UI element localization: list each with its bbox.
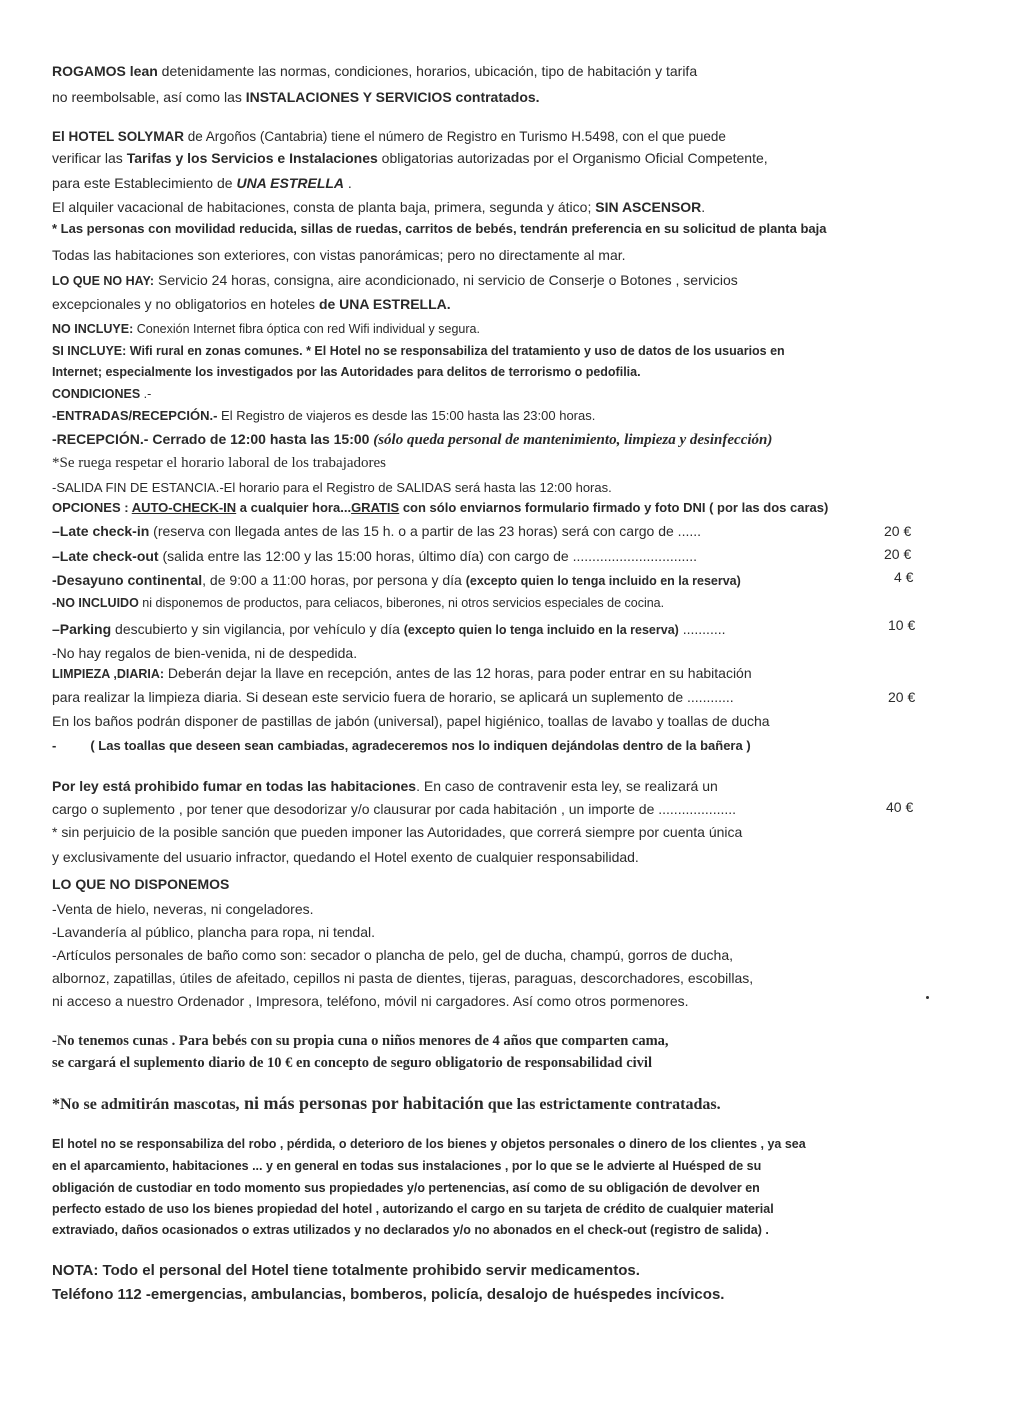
no-incluye-line xyxy=(52,319,480,339)
label-desayuno: -Desayuno continental xyxy=(52,572,203,588)
label-entradas: -ENTRADAS/RECEPCIÓN.- xyxy=(52,408,218,423)
intro-line-2 xyxy=(52,87,540,107)
text-span: Servicio 24 horas, consigna, aire acondicionado, ni servicio de Conserje o Botones , servicios xyxy=(154,272,738,288)
label-late-check-out: –Late check-out xyxy=(52,548,159,564)
condiciones-heading xyxy=(52,384,151,404)
text-span: Deberán dejar la llave en recepción, antes de las 12 horas, para poder entrar en su habitación xyxy=(164,665,752,681)
text-span: excepcionales y no obligatorios en hoteles xyxy=(52,296,319,312)
robo-line-3: obligación de custodiar en todo momento sus propiedades y/o pertenencias, así como de su obligación de devolver en xyxy=(52,1181,760,1195)
bold-prohibido-fumar: Por ley está prohibido fumar en todas las habitaciones xyxy=(52,778,417,794)
text-span: ........... xyxy=(678,621,726,637)
stray-dot xyxy=(926,996,929,999)
bold-sin-ascensor: SIN ASCENSOR xyxy=(595,199,702,215)
hotel-name: El HOTEL SOLYMAR xyxy=(52,129,185,144)
parking-price: 10 € xyxy=(888,617,916,633)
recepcion-line xyxy=(52,429,772,450)
text-span: Wifi rural en zonas comunes. * El Hotel no se responsabiliza del tratamiento y uso de datos de los usuarios en xyxy=(126,344,785,358)
text-span: ni disponemos de productos, para celiacos, biberones, ni otros servicios especiales de cocina. xyxy=(138,596,665,610)
robo-line-4: perfecto estado de uso los bienes propiedad del hotel , autorizando el cargo en su tarjeta de crédito de cualquier material xyxy=(52,1202,774,1216)
text-span: obligatorias autorizadas por el Organismo Oficial Competente, xyxy=(377,150,768,166)
text-span: . xyxy=(701,199,706,215)
text-span: para este Establecimiento de xyxy=(52,175,237,191)
text-span: . xyxy=(344,175,352,191)
fumar-line-2: cargo o suplemento , por tener que desodorizar y/o clausurar por cada habitación , un importe de .................... xyxy=(52,801,737,817)
text-span: . En caso de contravenir esta ley, se realizará un xyxy=(416,778,718,794)
label-condiciones: CONDICIONES xyxy=(52,387,141,401)
bold-tarifas: Tarifas y los Servicios e Instalaciones xyxy=(126,150,378,166)
fumar-line-4: y exclusivamente del usuario infractor, quedando el Hotel exento de cualquier responsabilidad. xyxy=(52,849,639,865)
label-no-incluido: -NO INCLUIDO xyxy=(52,596,139,610)
late-check-in-price: 20 € xyxy=(884,523,912,539)
label-recepcion: -RECEPCIÓN.- Cerrado de 12:00 hasta las 15:00 xyxy=(52,431,370,447)
no-hay-line-1 xyxy=(52,270,738,291)
text-span: (reserva con llegada antes de las 15 h. o a partir de las 23 horas) será con cargo de ...... xyxy=(149,523,702,539)
hotel-registry-text: de Argoños (Cantabria) tiene el número de Registro en Turismo H.5498, con el que puede xyxy=(184,129,726,144)
mascotas-line xyxy=(52,1093,721,1115)
label-si-incluye: SI INCLUYE: xyxy=(52,344,127,358)
no-disponemos-heading: LO QUE NO DISPONEMOS xyxy=(52,876,230,892)
salida-line: -SALIDA FIN DE ESTANCIA.-El horario para el Registro de SALIDAS será hasta las 12:00 horas. xyxy=(52,480,612,495)
label-late-check-in: –Late check-in xyxy=(52,523,150,539)
si-incluye-line-2: Internet; especialmente los investigados por las Autoridades para delitos de terrorismo o pedofilia. xyxy=(52,365,641,379)
bold-una-estrella: UNA ESTRELLA xyxy=(236,175,345,191)
telefono-line: Teléfono 112 -emergencias, ambulancias, bomberos, policía, desalojo de huéspedes incívicos. xyxy=(52,1286,725,1303)
text-span: Conexión Internet fibra óptica con red Wifi individual y segura. xyxy=(133,322,480,336)
late-check-in-line xyxy=(52,521,701,541)
parking-line xyxy=(52,619,726,640)
intro-text-2: no reembolsable, así como las xyxy=(52,89,246,105)
text-span: .- xyxy=(140,387,152,401)
entradas-line xyxy=(52,406,595,426)
text-span: Todo el personal del Hotel tiene totalmente prohibido servir medicamentos. xyxy=(98,1262,640,1279)
nota-line xyxy=(52,1261,640,1281)
no-disponemos-item-2: -Lavandería al público, plancha para ropa, ni tendal. xyxy=(52,924,375,940)
habitaciones-exteriores: Todas las habitaciones son exteriores, con vistas panorámicas; pero no directamente al mar. xyxy=(52,247,626,263)
no-disponemos-item-5: ni acceso a nuestro Ordenador , Impresora, teléfono, móvil ni cargadores. Así como otros pormenores. xyxy=(52,993,689,1009)
label-nota: NOTA: xyxy=(52,1262,99,1279)
label-parking: –Parking xyxy=(52,621,112,637)
fumar-line-1 xyxy=(52,776,718,796)
regalos-line: -No hay regalos de bien-venida, ni de despedida. xyxy=(52,645,358,661)
text-span: - xyxy=(52,738,57,753)
text-span: (excepto quien lo tenga incluido en la reserva) xyxy=(465,574,741,588)
label-lo-que-no-hay: LO QUE NO HAY: xyxy=(52,274,155,288)
bold-una-estrella-2: de UNA ESTRELLA. xyxy=(318,296,451,312)
robo-line-1: El hotel no se responsabiliza del robo , pérdida, o deterioro de los bienes y objetos personales o dinero de los clientes , ya sea xyxy=(52,1137,806,1151)
fumar-price: 40 € xyxy=(886,799,914,815)
late-check-out-line xyxy=(52,546,697,566)
toallas-line xyxy=(52,736,751,756)
text-span: verificar las xyxy=(52,150,127,166)
text-span: (excepto quien lo tenga incluido en la reserva) xyxy=(403,623,679,637)
movilidad-note: * Las personas con movilidad reducida, sillas de ruedas, carritos de bebés, tendrán preferencia en su solicitud de planta baja xyxy=(52,221,827,236)
text-span: que las estrictamente contratadas. xyxy=(483,1096,721,1113)
respeto-line: *Se ruega respetar el horario laboral de los trabajadores xyxy=(52,455,387,471)
label-opciones: OPCIONES : xyxy=(52,500,132,515)
cunas-line-2: se cargará el suplemento diario de 10 € en concepto de seguro obligatorio de responsabilidad civil xyxy=(52,1055,652,1071)
no-hay-line-2 xyxy=(52,294,451,314)
intro-line-1 xyxy=(52,61,697,81)
text-span: El Registro de viajeros es desde las 15:00 hasta las 23:00 horas. xyxy=(217,408,596,423)
cunas-line-1: -No tenemos cunas . Para bebés con su propia cuna o niños menores de 4 años que comparten cama, xyxy=(52,1033,669,1049)
si-incluye-line xyxy=(52,341,785,361)
fumar-line-3: * sin perjuicio de la posible sanción que pueden imponer las Autoridades, que correrá siempre por cuenta única xyxy=(52,824,743,840)
label-no-incluye: NO INCLUYE: xyxy=(52,322,134,336)
limpieza-line-1 xyxy=(52,663,752,684)
desayuno-price: 4 € xyxy=(894,569,914,585)
recepcion-note: (sólo queda personal de mantenimiento, limpieza y desinfección) xyxy=(369,432,773,448)
intro-bold-instalaciones: INSTALACIONES Y SERVICIOS contratados. xyxy=(245,89,540,105)
desayuno-line xyxy=(52,570,741,591)
no-disponemos-item-4: albornoz, zapatillas, útiles de afeitado, cepillos ni pasta de dientes, tijeras, paraguas, descorchadores, escobillas, xyxy=(52,970,754,986)
robo-line-5: extraviado, daños ocasionados o extras utilizados y no declarados y/o no abonados en el check-out (registro de salida) . xyxy=(52,1223,769,1237)
limpieza-price: 20 € xyxy=(888,689,916,705)
banos-line: En los baños podrán disponer de pastillas de jabón (universal), papel higiénico, toallas de lavabo y toallas de ducha xyxy=(52,713,770,729)
auto-check-in: AUTO-CHECK-IN xyxy=(131,500,237,515)
text-span: a cualquier hora... xyxy=(236,500,352,515)
text-span: El alquiler vacacional de habitaciones, consta de planta baja, primera, segunda y ático; xyxy=(52,199,596,215)
text-span: (salida entre las 12:00 y las 15:00 horas, último día) con cargo de ................................ xyxy=(158,548,698,564)
hotel-line-4 xyxy=(52,197,705,217)
opciones-line xyxy=(52,498,828,518)
label-limpieza: LIMPIEZA ,DIARIA: xyxy=(52,667,165,681)
no-disponemos-item-1: -Venta de hielo, neveras, ni congeladores. xyxy=(52,901,314,917)
text-span: *No se admitirán mascotas, xyxy=(52,1096,240,1113)
intro-bold-rogamos: ROGAMOS lean xyxy=(52,63,158,79)
no-incluido-line xyxy=(52,593,664,613)
text-span: con sólo enviarnos formulario firmado y foto DNI ( por las dos caras) xyxy=(399,500,829,515)
limpieza-line-2: para realizar la limpieza diaria. Si desean este servicio fuera de horario, se aplicará un suplemento de ............ xyxy=(52,689,734,705)
gratis: GRATIS xyxy=(351,500,400,515)
no-disponemos-item-3: -Artículos personales de baño como son: secador o plancha de pelo, gel de ducha, champú, gorros de ducha, xyxy=(52,947,733,963)
hotel-line-1 xyxy=(52,127,726,147)
text-span: ni más personas por habitación xyxy=(239,1093,484,1113)
text-span: ( Las toallas que deseen sean cambiadas, agradeceremos nos lo indiquen dejándolas dentro de la bañera ) xyxy=(90,738,751,753)
hotel-line-3 xyxy=(52,173,352,193)
robo-line-2: en el aparcamiento, habitaciones ... y en general en todas sus instalaciones , por lo que se le advierte al Huésped de su xyxy=(52,1159,762,1173)
intro-text: detenidamente las normas, condiciones, horarios, ubicación, tipo de habitación y tarifa xyxy=(157,63,698,79)
hotel-line-2 xyxy=(52,148,768,168)
text-span: , de 9:00 a 11:00 horas, por persona y día xyxy=(202,572,466,588)
text-span: descubierto y sin vigilancia, por vehículo y día xyxy=(111,621,404,637)
late-check-out-price: 20 € xyxy=(884,546,912,562)
